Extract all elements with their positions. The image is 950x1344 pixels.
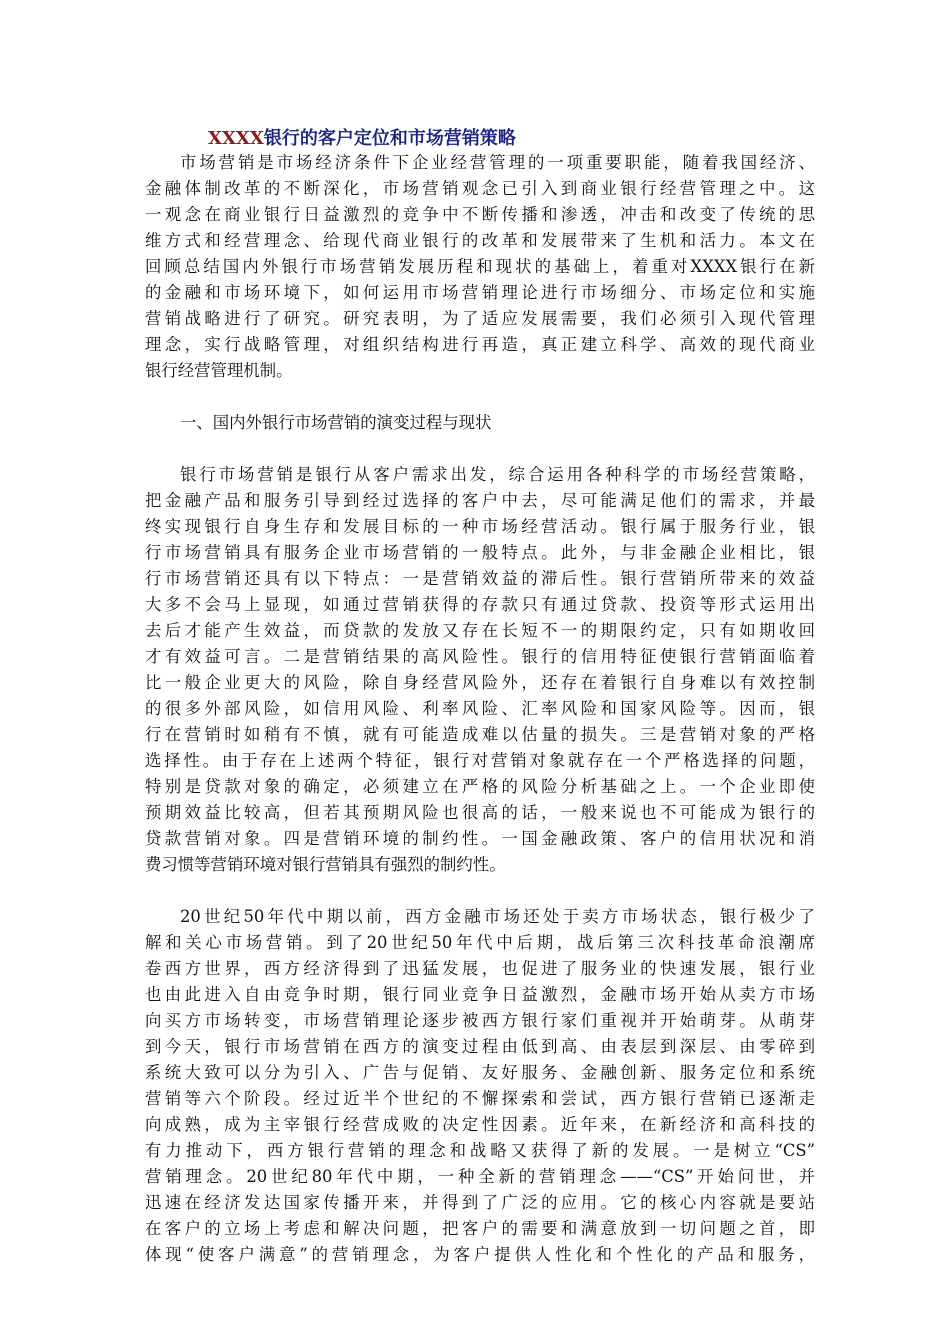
- text-line: 维方式和经营理念、给现代商业银行的改革和发展带来了生机和活力。本文在: [145, 231, 815, 250]
- text-line: 营销战略进行了研究。研究表明，为了适应发展需要，我们必须引入现代管理: [145, 309, 815, 328]
- text-line: 解和关心市场营销。到了20世纪50年代中后期，战后第三次科技革命浪潮席: [145, 933, 815, 952]
- text-line: 银行经营管理机制。: [145, 361, 293, 380]
- text-line: 营销等六个阶段。经过近半个世纪的不懈探索和尝试，西方银行营销已逐渐走: [145, 1089, 815, 1108]
- text-line: 卷西方世界，西方经济得到了迅猛发展，也促进了服务业的快速发展，银行业: [145, 959, 815, 978]
- text-line: 有力推动下，西方银行营销的理念和战略又获得了新的发展。一是树立“CS”: [145, 1141, 815, 1160]
- title-text: 银行的客户定位和市场营销策略: [263, 128, 516, 149]
- text-line: 去后才能产生效益，而贷款的发放又存在长短不一的期限约定，只有如期收回: [145, 621, 815, 640]
- text-line: 贷款营销对象。四是营销环境的制约性。一国金融政策、客户的信用状况和消: [145, 829, 815, 848]
- text-line: 预期效益比较高，但若其预期风险也很高的话，一般来说也不可能成为银行的: [145, 803, 815, 822]
- text-line: 也由此进入自由竞争时期，银行同业竞争日益激烈，金融市场开始从卖方市场: [145, 985, 815, 1004]
- text-line: 选择性。由于存在上述两个特征，银行对营销对象就存在一个严格选择的问题，: [145, 751, 815, 770]
- section-heading: 一、国内外银行市场营销的演变过程与现状: [180, 413, 492, 432]
- text-line: 向成熟，成为主宰银行经营成败的决定性因素。近年来，在新经济和高科技的: [145, 1115, 815, 1134]
- text-line: 金融体制改革的不断深化，市场营销观念已引入到商业银行经营管理之中。这: [145, 179, 815, 198]
- text-line: 才有效益可言。二是营销结果的高风险性。银行的信用特征使银行营销面临着: [145, 647, 815, 666]
- text-line: 向买方市场转变，市场营销理论逐步被西方银行家们重视并开始萌芽。从萌芽: [145, 1011, 815, 1030]
- document-title: [208, 125, 516, 153]
- text-line: 行市场营销具有服务企业市场营销的一般特点。此外，与非金融企业相比，银: [145, 543, 815, 562]
- text-line: 系统大致可以分为引入、广告与促销、友好服务、金融创新、服务定位和系统: [145, 1063, 815, 1082]
- text-line: 比一般企业更大的风险，除自身经营风险外，还存在着银行自身难以有效控制: [145, 673, 815, 692]
- text-line: 特别是贷款对象的确定，必须建立在严格的风险分析基础之上。一个企业即使: [145, 777, 815, 796]
- text-line: 回顾总结国内外银行市场营销发展历程和现状的基础上，着重对XXXX银行在新: [145, 257, 815, 276]
- text-line: 迅速在经济发达国家传播开来，并得到了广泛的应用。它的核心内容就是要站: [145, 1193, 815, 1212]
- text-line: 一观念在商业银行日益激烈的竞争中不断传播和渗透，冲击和改变了传统的思: [145, 205, 815, 224]
- text-line: 把金融产品和服务引导到经过选择的客户中去，尽可能满足他们的需求，并最: [145, 491, 815, 510]
- text-line: 大多不会马上显现，如通过营销获得的存款只有通过贷款、投资等形式运用出: [145, 595, 815, 614]
- text-line: 终实现银行自身生存和发展目标的一种市场经营活动。银行属于服务行业，银: [145, 517, 815, 536]
- text-line: 到今天，银行市场营销在西方的演变过程由低到高、由表层到深层、由零碎到: [145, 1037, 815, 1056]
- text-line: 理念，实行战略管理，对组织结构进行再造，真正建立科学、高效的现代商业: [145, 335, 815, 354]
- text-line: 在客户的立场上考虑和解决问题，把客户的需要和满意放到一切问题之首，即: [145, 1219, 815, 1238]
- text-line: 市场营销是市场经济条件下企业经营管理的一项重要职能，随着我国经济、: [180, 153, 815, 172]
- text-line: 体现“使客户满意”的营销理念，为客户提供人性化和个性化的产品和服务，: [145, 1245, 815, 1264]
- text-line: 营销理念。20世纪80年代中期，一种全新的营销理念——“CS”开始问世，并: [145, 1167, 815, 1186]
- text-line: 行在营销时如稍有不慎，就有可能造成难以估量的损失。三是营销对象的严格: [145, 725, 815, 744]
- text-line: 行市场营销还具有以下特点：一是营销效益的滞后性。银行营销所带来的效益: [145, 569, 815, 588]
- title-bank-name: XXXX: [208, 128, 264, 149]
- text-line: 费习惯等营销环境对银行营销具有强烈的制约性。: [145, 855, 506, 874]
- text-line: 的很多外部风险，如信用风险、利率风险、汇率风险和国家风险等。因而，银: [145, 699, 815, 718]
- text-line: 的金融和市场环境下，如何运用市场营销理论进行市场细分、市场定位和实施: [145, 283, 815, 302]
- text-line: 20世纪50年代中期以前，西方金融市场还处于卖方市场状态，银行极少了: [180, 907, 815, 926]
- text-line: 银行市场营销是银行从客户需求出发，综合运用各种科学的市场经营策略，: [180, 465, 815, 484]
